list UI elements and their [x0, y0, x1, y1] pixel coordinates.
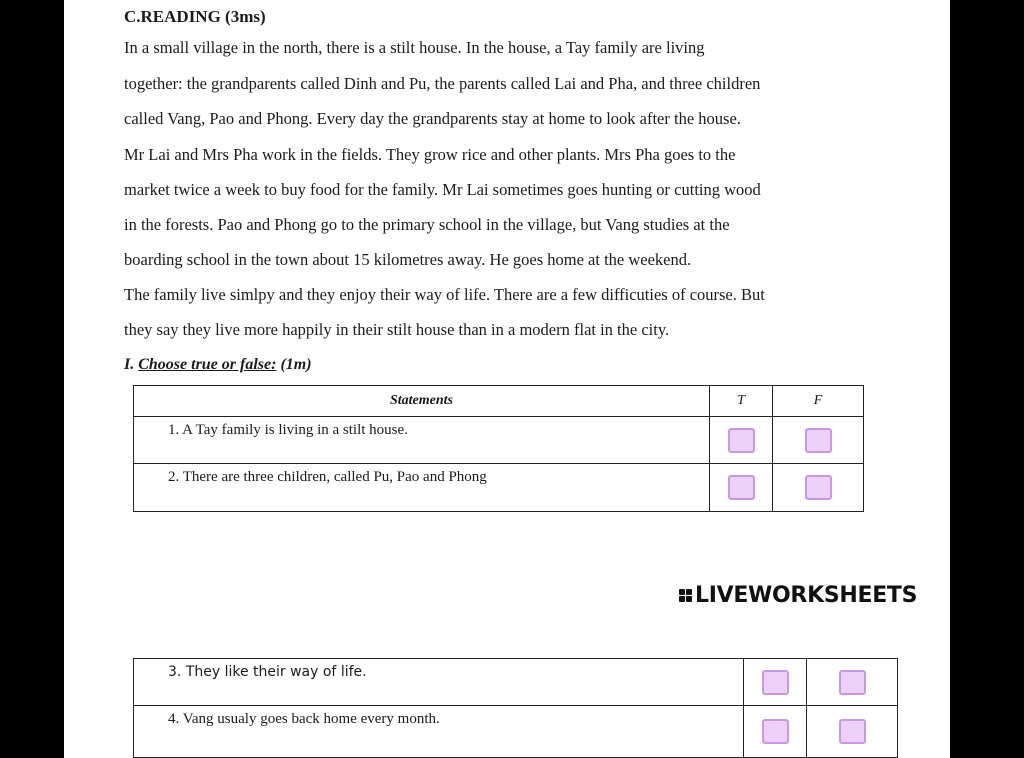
- exercise-instruction: Choose true or false:: [138, 356, 277, 373]
- logo-text: LIVEWORKSHEETS: [695, 583, 918, 608]
- false-cell: [807, 659, 898, 706]
- true-cell: [710, 464, 773, 512]
- table-row: [134, 706, 898, 758]
- worksheet-page: [64, 0, 950, 758]
- false-checkbox[interactable]: [805, 475, 832, 500]
- exercise-number: I.: [124, 356, 135, 373]
- true-cell: [744, 659, 807, 706]
- passage-line: in the forests. Pao and Phong go to the primary school in the village, but Vang studies at the: [124, 215, 730, 234]
- true-checkbox[interactable]: [762, 670, 789, 695]
- false-checkbox[interactable]: [839, 670, 866, 695]
- passage-line: The family live simlpy and they enjoy their way of life. There are a few difficuties of course. But: [124, 285, 765, 304]
- statement-text: 4. Vang usualy goes back home every month.: [134, 706, 744, 758]
- exercise-marks: (1m): [280, 356, 312, 373]
- false-checkbox[interactable]: [805, 428, 832, 453]
- statement-text: 3. They like their way of life.: [134, 659, 744, 706]
- liveworksheets-logo: [679, 583, 917, 608]
- true-checkbox[interactable]: [762, 719, 789, 744]
- true-checkbox[interactable]: [728, 428, 755, 453]
- true-checkbox[interactable]: [728, 475, 755, 500]
- header-false: F: [773, 386, 864, 417]
- true-false-table: [133, 385, 864, 512]
- true-false-table-continued: [133, 658, 898, 758]
- false-checkbox[interactable]: [839, 719, 866, 744]
- header-statements: Statements: [134, 386, 710, 417]
- true-cell: [744, 706, 807, 758]
- passage-line: together: the grandparents called Dinh and Pu, the parents called Lai and Pha, and three children: [124, 74, 761, 93]
- table-row: [134, 417, 864, 464]
- false-cell: [807, 706, 898, 758]
- passage-line: called Vang, Pao and Phong. Every day the grandparents stay at home to look after the house.: [124, 109, 741, 128]
- passage-line: boarding school in the town about 15 kilometres away. He goes home at the weekend.: [124, 250, 692, 269]
- table-row: [134, 659, 898, 706]
- statement-text: 1. A Tay family is living in a stilt house.: [134, 417, 710, 464]
- passage-line: In a small village in the north, there is a stilt house. In the house, a Tay family are living: [124, 38, 705, 57]
- passage-line: Mr Lai and Mrs Pha work in the fields. They grow rice and other plants. Mrs Pha goes to the: [124, 145, 736, 164]
- logo-grid-icon: [679, 589, 692, 602]
- table-row: [134, 464, 864, 512]
- false-cell: [773, 464, 864, 512]
- exercise-title: [124, 356, 312, 374]
- section-heading: C.READING (3ms): [124, 7, 266, 26]
- passage-line: they say they live more happily in their stilt house than in a modern flat in the city.: [124, 320, 670, 339]
- header-true: T: [710, 386, 773, 417]
- statement-text: 2. There are three children, called Pu, Pao and Phong: [134, 464, 710, 512]
- false-cell: [773, 417, 864, 464]
- true-cell: [710, 417, 773, 464]
- passage-line: market twice a week to buy food for the family. Mr Lai sometimes goes hunting or cutting wood: [124, 180, 761, 199]
